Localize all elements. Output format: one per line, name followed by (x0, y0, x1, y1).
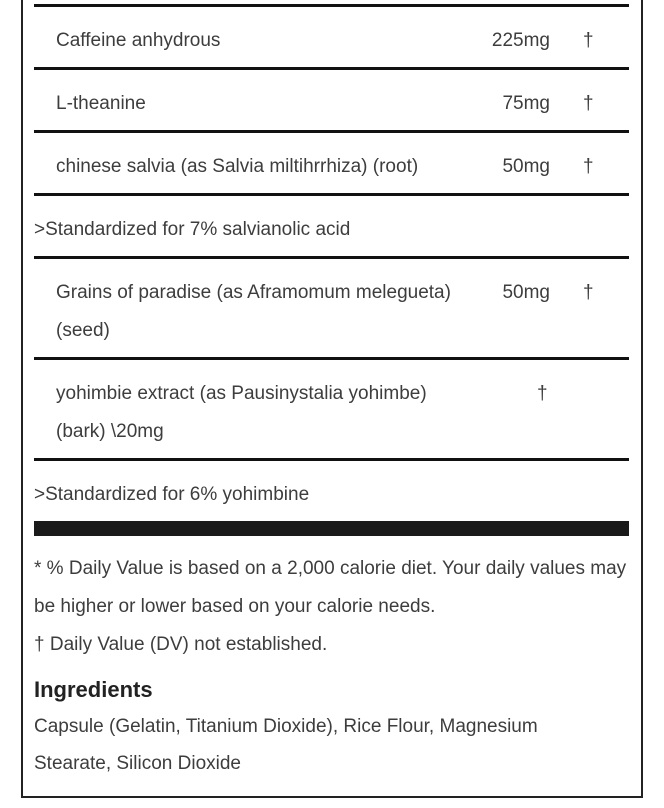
ingredients-list: Capsule (Gelatin, Titanium Dioxide), Rice Flour, Magnesium Stearate, Silicon Dioxide (34, 716, 538, 774)
standardization-note-yohimbine (34, 461, 629, 521)
ingredients-heading: Ingredients (34, 677, 153, 702)
nutrient-row-yohimbie (34, 360, 629, 458)
nutrient-name: Caffeine anhydrous (56, 30, 221, 51)
standardization-note-text: >Standardized for 6% yohimbine (34, 484, 310, 505)
dv-not-established-footnote: † Daily Value (DV) not established. (34, 634, 328, 655)
standardization-note-salvianolic (34, 196, 629, 256)
standardization-note-text: >Standardized for 7% salvianolic acid (34, 219, 351, 240)
nutrient-name: Grains of paradise (as Aframomum melegueta) (seed) (56, 282, 451, 341)
dagger-mark: † (583, 282, 594, 303)
nutrient-amount: 50mg (502, 282, 550, 303)
nutrient-row-caffeine (34, 7, 629, 67)
nutrient-row-l-theanine (34, 70, 629, 130)
footnotes (34, 550, 629, 664)
dagger-mark: † (583, 30, 594, 51)
dagger-mark: † (583, 93, 594, 114)
nutrient-name: chinese salvia (as Salvia miltihrrhiza) (root) (56, 156, 419, 177)
daily-value-footnote: * % Daily Value is based on a 2,000 calorie diet. Your daily values may be higher or lower based on your calorie needs. (34, 558, 627, 617)
nutrient-amount: 75mg (502, 93, 550, 114)
nutrient-row-chinese-salvia (34, 133, 629, 193)
section-divider-bar (34, 521, 629, 536)
dagger-mark: † (583, 156, 594, 177)
nutrient-row-grains-of-paradise (34, 259, 629, 357)
nutrient-amount: 50mg (502, 156, 550, 177)
nutrient-name: yohimbie extract (as Pausinystalia yohimbe) (bark) \20mg (56, 383, 427, 442)
dagger-mark: † (537, 383, 548, 404)
supplement-facts-table (34, 4, 629, 782)
nutrient-amount: 225mg (491, 30, 550, 51)
nutrient-name: L-theanine (56, 93, 146, 114)
